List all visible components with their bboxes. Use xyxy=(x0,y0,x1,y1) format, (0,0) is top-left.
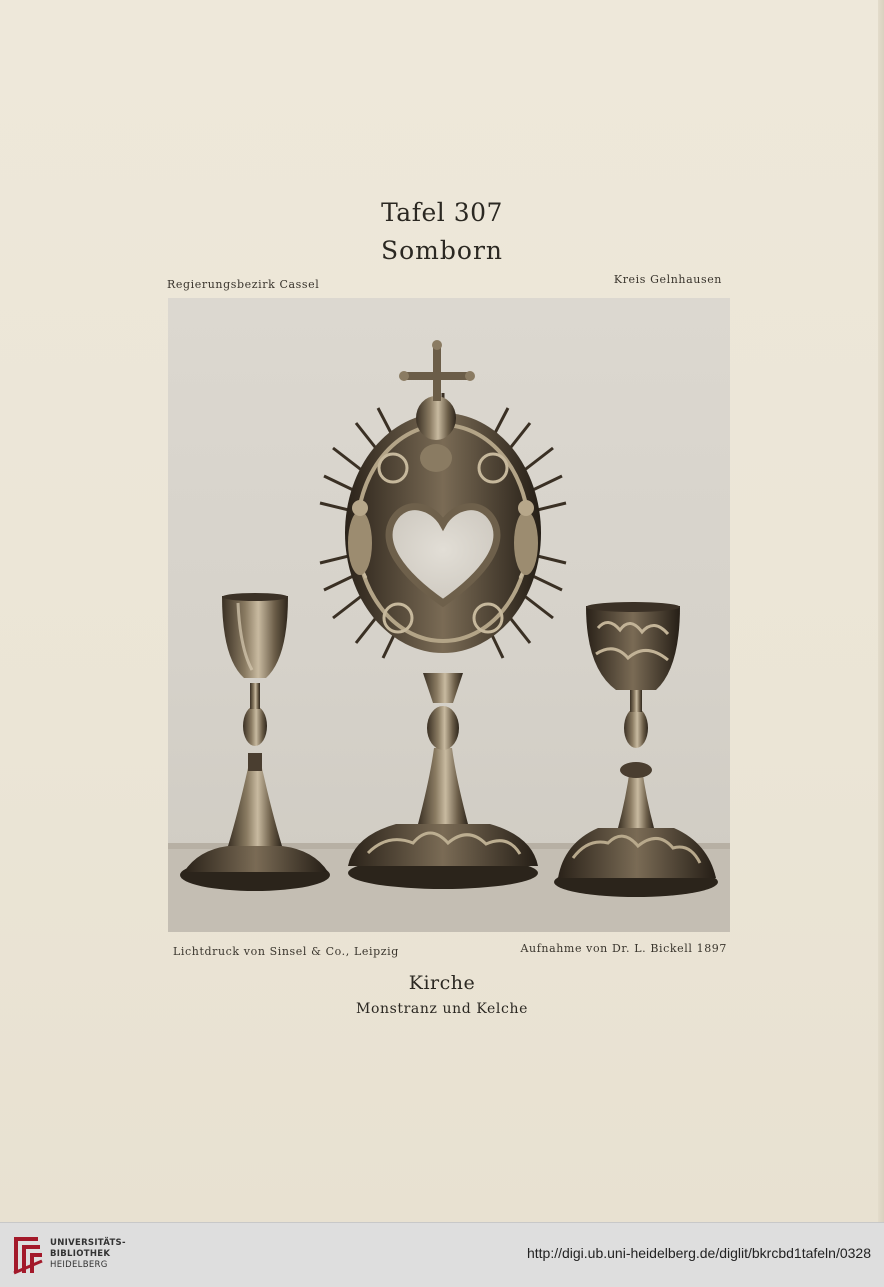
library-name: UNIVERSITÄTS- BIBLIOTHEK HEIDELBERG xyxy=(50,1238,126,1270)
plate-title: Tafel 307 xyxy=(381,198,503,227)
viewer-footer xyxy=(0,1222,884,1287)
library-logo-icon[interactable] xyxy=(10,1233,44,1277)
permalink-url[interactable]: http://digi.ub.uni-heidelberg.de/diglit/bkrcbd1tafeln/0328 xyxy=(526,1245,871,1261)
photo-credit: Aufnahme von Dr. L. Bickell 1897 xyxy=(520,942,727,955)
page-edge xyxy=(878,0,884,1222)
place-name: Somborn xyxy=(381,236,503,265)
photograph xyxy=(168,298,730,932)
caption-title: Kirche xyxy=(408,972,476,994)
photograph-drawing xyxy=(168,298,730,932)
district-label: Kreis Gelnhausen xyxy=(613,273,722,286)
region-label: Regierungsbezirk Cassel xyxy=(167,278,320,291)
print-credit: Lichtdruck von Sinsel & Co., Leipzig xyxy=(173,945,399,958)
caption-subtitle: Monstranz und Kelche xyxy=(356,1001,528,1017)
chalice-ornate xyxy=(554,602,718,897)
monstrance xyxy=(320,340,566,889)
